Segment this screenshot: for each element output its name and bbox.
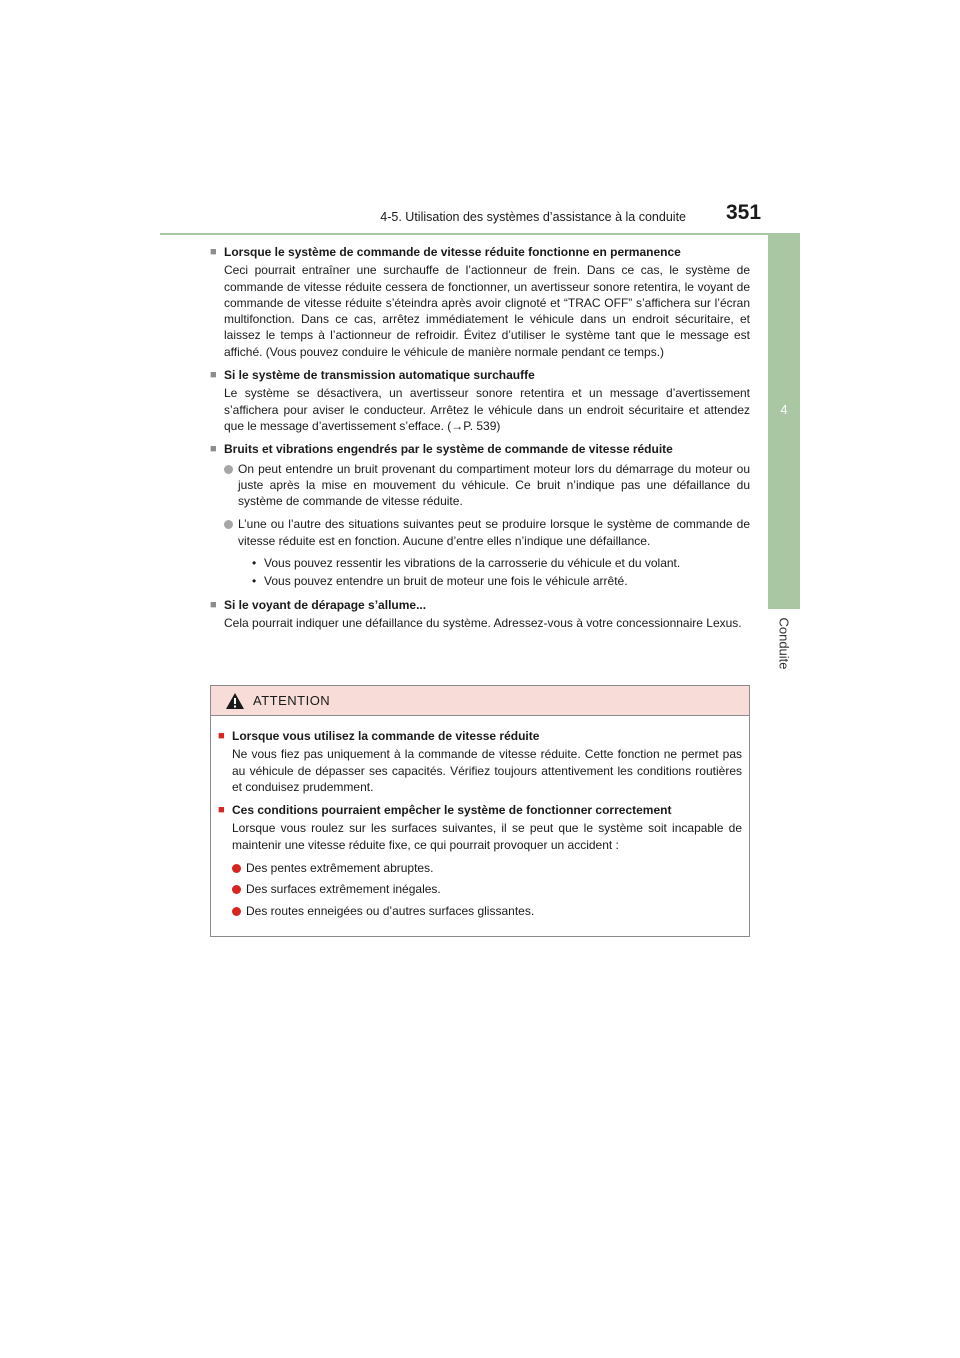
list-item: On peut entendre un bruit provenant du compartiment moteur lors du démarrage du moteur ou juste après la mise en mouvement du véhicule. Ce bruit n’indique pas une défaillance du système de commande de vitesse réduite. (224, 461, 750, 510)
chapter-tab (768, 234, 800, 609)
round-bullet-icon (232, 864, 241, 873)
sub-list-item: • Vous pouvez ressentir les vibrations de la carrosserie du véhicule et du volant. (252, 556, 681, 571)
warning-heading: ■ Lorsque vous utilisez la commande de vitesse réduite (218, 729, 540, 743)
square-bullet-icon: ■ (210, 443, 217, 456)
section-text: Cela pourrait indiquer une défaillance du système. Adressez-vous à votre concessionnaire Lexus. (224, 615, 742, 630)
warning-text: Lorsque vous roulez sur les surfaces suivantes, il se peut que le système soit incapable de maintenir une vitesse réduite fixe, ce qui pourrait provoquer un accident : (232, 821, 742, 852)
round-bullet-icon (224, 520, 233, 529)
round-bullet-icon (232, 907, 241, 916)
page-number: 351 (726, 201, 762, 224)
chapter-label-text: Conduite (776, 616, 792, 670)
warning-text: Ne vous fiez pas uniquement à la commande de vitesse réduite. Cette fonction ne permet pas au véhicule de dépasser ses capacités. Vérifiez toujours attentivement les conditions routières et conduisez prudemment. (232, 747, 742, 794)
warning-body (218, 728, 742, 924)
page-reference: →P. 539) (451, 418, 501, 433)
warning-title: ATTENTION (253, 693, 331, 708)
square-bullet-icon: ■ (210, 246, 217, 258)
section-heading: ■ Bruits et vibrations engendrés par le système de commande de vitesse réduite (210, 442, 673, 457)
section-text: Ceci pourrait entraîner une surchauffe de l’actionneur de frein. Dans ce cas, le système de commande de vitesse réduite cessera de fonctionner, un avertisseur sonore retentira, le voyant de commande de vitesse réduite s’éteindra après avoir clignoté et “TRAC OFF” s’affichera sur l’écran multifonction. Dans ce cas, arrêtez immédiatement le véhicule dans un endroit sécuritaire, et laissez le temps à l’actionneur de refroidir. Évitez d’utiliser le système tant que le message est affiché. (Vous pouvez conduire le véhicule de manière normale pendant ce temps.) (224, 263, 750, 359)
round-bullet-icon (232, 885, 241, 894)
list-item: Des surfaces extrêmement inégales. (232, 881, 742, 897)
square-bullet-icon: ■ (210, 369, 217, 382)
list-item: Des routes enneigées ou d’autres surfaces glissantes. (232, 903, 742, 919)
warning-header (211, 686, 749, 716)
header-rule (160, 233, 800, 235)
chapter-label (756, 610, 812, 676)
header-title: 4-5. Utilisation des systèmes d’assistance à la conduite (380, 210, 686, 224)
section-heading: ■ Si le système de transmission automatique surchauffe (210, 368, 535, 383)
list-item: Des pentes extrêmement abruptes. (232, 860, 742, 876)
dot-marker-icon: • (252, 556, 257, 571)
section-text: Le système se désactivera, un avertisseur sonore retentira et un message d’avertissement s’affichera pour aviser le conducteur. Arrêtez le véhicule dans un endroit sécuritaire et attendez que le message d’avertissement s’efface. (→P. 539) (224, 386, 750, 433)
square-bullet-icon: ■ (218, 804, 225, 817)
warning-box (210, 685, 750, 937)
section-heading: ■ Si le voyant de dérapage s’allume... (210, 597, 427, 612)
main-content (210, 244, 750, 638)
warning-heading: ■ Ces conditions pourraient empêcher le système de fonctionner correctement (218, 803, 672, 818)
section-heading: ■ Lorsque le système de commande de vitesse réduite fonctionne en permanence (210, 245, 681, 259)
square-bullet-icon: ■ (218, 730, 225, 742)
square-bullet-icon: ■ (210, 598, 217, 611)
round-bullet-icon (224, 465, 233, 474)
list-item: L’une ou l’autre des situations suivantes peut se produire lorsque le système de commande de vitesse réduite est en fonction. Aucune d’entre elles n’indique une défaillance. (224, 516, 750, 549)
chapter-number: 4 (780, 402, 788, 417)
dot-marker-icon: • (252, 574, 257, 589)
sub-list-item: • Vous pouvez entendre un bruit de moteur une fois le véhicule arrêté. (252, 574, 628, 589)
warning-triangle-icon (225, 692, 245, 710)
